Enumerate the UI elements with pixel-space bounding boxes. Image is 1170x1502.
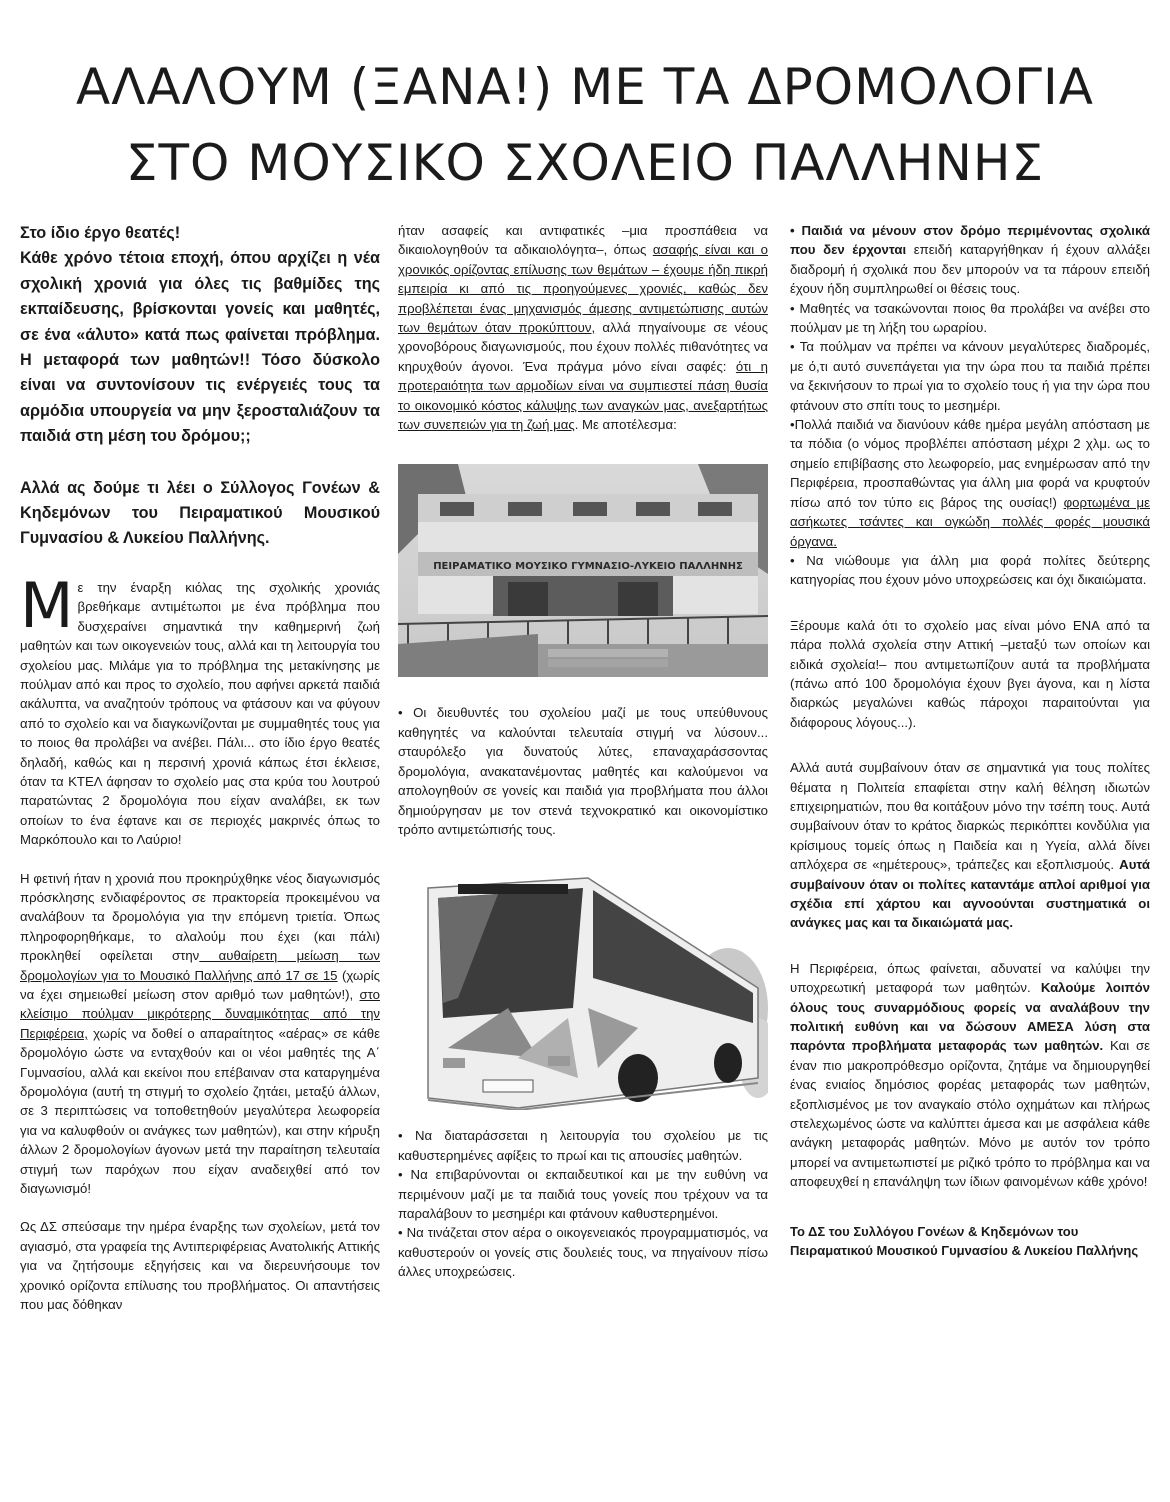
school-building-photo: [398, 464, 768, 677]
city-bus-photo: [398, 858, 768, 1110]
article-paragraph: [790, 959, 1150, 1192]
bullet-item: [790, 221, 1150, 299]
column-1: [20, 221, 380, 1315]
bold-text: Καλούμε λοιπόν όλους τους συναρμόδιους φορείς να αναλάβουν την πολιτική ευθύνη και να δώσουν ΑΜΕΣΑ λύση στα παρόντα προβλήματα μεταφοράς των μαθητών.: [790, 980, 1150, 1054]
article-paragraph: Ξέρουμε καλά ότι το σχολείο μας είναι μόνο ΕΝΑ από τα πάρα πολλά σχολεία στην Αττική –μεταξύ των οποίων και ειδικά σχολεία!– που αντιμετωπίζουν αυτά τα προβλήματα (πάνω από 100 δρομολόγια έχουν βγει άγονα, και η λίστα διαρκώς μεγαλώνει καθώς πάροχοι παραιτούνται για διάφορους λόγους...).: [790, 617, 1150, 730]
drop-cap: Μ: [20, 568, 74, 642]
underlined-text: στο κλείσιμο πούλμαν μικρότερης δυναμικότητας από την Περιφέρεια,: [20, 987, 380, 1041]
headline-line-2: ΣΤΟ ΜΟΥΣΙΚΟ ΣΧΟΛΕΙΟ ΠΑΛΛΗΝΗΣ: [125, 134, 1045, 192]
paragraph-text: χωρίς να δοθεί ο απαραίτητος «αέρας» σε κάθε δρομολόγιο ώστε να ενταχθούν και οι νέοι μαθητές της Α΄ Γυμνασίου, αλλά και εκείνοι που επέβαιναν στα καταργημένα δρομολόγια (αυτή τη στιγμή το σχολείο ζητάει, μεταξύ άλλων, σε 3 περιπτώσεις να τοποθετηθούν μεγαλύτερα λεωφορεία για να καλυφθούν οι ανάγκες των μαθητών), και στην κήρυξη άλλων 2 δρομολογίων άγονων μετά την παραίτηση τελευταία στιγμή των παρόχων που είχαν αναδειχθεί από τον διαγωνισμό!: [20, 1025, 380, 1197]
underlined-text: αυθαίρετη μείωση των δρομολογίων για το Μουσικό Παλλήνης από 17 σε 15: [20, 948, 380, 983]
bold-text: • Παιδιά να μένουν στον δρόμο περιμένοντας σχολικά που δεν έρχονται: [790, 223, 1150, 258]
column-2: [398, 221, 768, 1282]
column-3: [790, 221, 1150, 1260]
paragraph-text: Η Περιφέρεια, όπως φαίνεται, αδυνατεί να καλύψει την υποχρεωτική μεταφορά των μαθητών.: [790, 960, 1150, 996]
paragraph-text: Αλλά αυτά συμβαίνουν όταν σε σημαντικά για τους πολίτες θέματα η Πολιτεία επαφίεται στην καλή θέληση ιδιωτών επιχειρηματιών, που θα κοιτάξουν μόνο την τσέπη τους. Αυτά συμβαίνουν όταν το κράτος διαρκώς περικόπτει κονδύλια για κρίσιμους τομείς όπως η Παιδεία και η Υγεία, αλλά δίνει απλόχερα σε «ημέτερους», τράπεζες και εξοπλισμούς.: [790, 760, 1150, 873]
signature-line-2: Πειραματικού Μουσικού Γυμνασίου & Λυκείου Παλλήνης: [790, 1242, 1139, 1258]
paragraph-text: ε την έναρξη κιόλας της σχολικής χρονιάς βρεθήκαμε αντιμέτωποι με ένα πρόβλημα που δυσχεραίνει σημαντικά την καθημερινή ζωή μαθητών και των οικογενειών τους, αλλά και τη λειτουργία του σχολείου μας. Μιλάμε για το πρόβλημα της μετακίνησης με πούλμαν από και προς το σχολείο, που αφήνει αρκετά παιδιά ακάλυπτα, να αναζητούν τρόπους να φτάσουν και να φύγουν από το σχολείο και να διαγκωνίζονται με συμμαθητές τους για το ποιος θα προλάβει να ανέβει. Πάλι... στο ίδιο έργο θεατές δηλαδή, καθώς και η περσινή χρονιά κάπως έτσι έκλεισε, όταν τα ΚΤΕΛ άφησαν το σχολείο μας στα κρύα του λουτρού παρατώντας 2 δρομολόγια που είχαν αναλάβει, εκ των οποίων το ένα έφτανε και σε περιοχές μακρινές όπως το Μαρκόπουλο και το Λαύριο!: [20, 579, 380, 848]
underlined-text: φορτωμένα με ασήκωτες τσάντες και ογκώδη πολλές φορές μουσικά όργανα.: [790, 494, 1150, 549]
bullet-item: • Να επιβαρύνονται οι εκπαιδευτικοί και με την ευθύνη να περιμένουν μαζί με τα παιδιά τους γονείς που τρέχουν να τα παραλάβουν το μεσημέρι και φτάνουν καθυστερημένοι.: [398, 1167, 768, 1221]
bullet-item: • Τα πούλμαν να πρέπει να κάνουν μεγαλύτερες διαδρομές, με ό,τι αυτό συνεπάγεται για την ώρα που τα παιδιά πρέπει να ξεκινήσουν το πρωί για το σχολείο τους ή για την ώρα που φτάνουν στο σπίτι τους το μεσημέρι.: [790, 339, 1150, 413]
bullet-item: • Να νιώθουμε για άλλη μια φορά πολίτες δεύτερης κατηγορίας που έχουν μόνο υποχρεώσεις και όχι δικαιώματα.: [790, 552, 1150, 588]
headline-line-1: ΑΛΑΛΟΥΜ (ΞΑΝΑ!) ΜΕ ΤΑ ΔΡΟΜΟΛΟΓΙΑ: [76, 58, 1094, 116]
lead-kicker: Στο ίδιο έργο θεατές!: [20, 224, 181, 242]
paragraph-text: •Πολλά παιδιά να διανύουν κάθε ημέρα μεγάλη απόσταση με τα πόδια (ο νόμος προβλέπει απόσταση μέχρι 2 χλμ. ως το σημείο επιβίβασης στο λεωφορείο, μας ενημέρωσαν από την Περιφέρεια, προσπαθώντας για άλλη μια φορά να κρυφτούν πίσω από τον τύπο εις βάρος της ουσίας!): [790, 417, 1150, 510]
paragraph-text: Και σε έναν πιο μακροπρόθεσμο ορίζοντα, ζητάμε να δημιουργηθεί ένας ενιαίος δημόσιος φορέας μεταφοράς των μαθητών, εξοπλισμένος με τον αναγκαίο στόλο οχημάτων και πλήρως στελεχωμένος ώστε να καλύπτει άμεσα και με ασφάλεια κάθε ανάγκη μεταφοράς μαθητών. Μόνο με αυτόν τον τρόπο μπορεί να αντιμετωπιστεί με ριζικό τρόπο το πρόβλημα και να αποφευχθεί η επανάληψη των ίδιων φαινομένων κάθε χρόνο!: [790, 1038, 1150, 1190]
paragraph-text: επειδή καταργήθηκαν ή έχουν αλλάξει διαδρομή ή σχολικά που δεν μπορούν να τα πάρουν επειδή έχουν ήδη συμπληρωθεί οι θέσεις τους.: [790, 242, 1150, 297]
bullet-item: • Οι διευθυντές του σχολείου μαζί με τους υπεύθυνους καθηγητές να καλούνται τελευταία στιγμή να λύσουν... σταυρόλεξο για δυνατούς λύτες, επαναχαράσσοντας δρομολόγια, ανακατανέμοντας μαθητές και καλούμενοι να απολογηθούν σε γονείς και παιδιά για προβλήματα που άλλοι δημιούργησαν με τον στενά τεχνοκρατικό και οικονομίστικο τρόπο αντιμετώπισής τους.: [398, 705, 768, 837]
school-sign-text: ΠΕΙΡΑΜΑΤΙΚΟ ΜΟΥΣΙΚΟ ΓΥΜΝΑΣΙΟ-ΛΥΚΕΙΟ ΠΑΛΛΗΝΗΣ: [433, 561, 743, 573]
paragraph-text: . Με αποτέλεσμα:: [574, 417, 677, 433]
article-paragraph: Ως ΔΣ σπεύσαμε την ημέρα έναρξης των σχολείων, μετά τον αγιασμό, στα γραφεία της Αντιπεριφέρειας Ανατολικής Αττικής για να ζητήσουμε εξηγήσεις και να διερευνήσουμε τον χρονικό ορίζοντα επίλυσης του προβλήματος. Οι απαντήσεις που μας δόθηκαν: [20, 1219, 380, 1313]
bold-text: Αυτά συμβαίνουν όταν οι πολίτες καταντάμε απλοί αριθμοί για σχέδια επί χάρτου και αγνοούνται συστηματικά οι ανάγκες μας και τα δικαιώματά μας.: [790, 857, 1150, 931]
article-paragraph: [398, 221, 768, 434]
bullet-item: • Μαθητές να τσακώνονται ποιος θα προλάβει να ανέβει στο πούλμαν με τη λήξη του ωραρίου.: [790, 300, 1150, 336]
article-paragraph: [20, 568, 380, 850]
article-paragraph: [20, 869, 380, 1199]
paragraph-text: ήταν ασαφείς και αντιφατικές –μια προσπάθεια να δικαιολογηθούν τα αδικαιολόγητα–, όπως: [398, 223, 768, 258]
paragraph-text: αλλά πηγαίνουμε σε νέους χρονοβόρους διαγωνισμούς, που έχουν πολλές πιθανότητες να κηρυχθούν άγονοι. Ένα πράγμα μόνο είναι σαφές:: [398, 320, 768, 374]
article-paragraph: [790, 758, 1150, 933]
bullet-item: • Να τινάζεται στον αέρα ο οικογενειακός προγραμματισμός, να καθυστερούν οι γονείς στις δουλειές τους, να πηγαίνουν πίσω άλλες υποχρεώσεις.: [398, 1225, 768, 1280]
lead-association: Αλλά ας δούμε τι λέει ο Σύλλογος Γονέων & Κηδεμόνων του Πειραματικού Μουσικού Γυμνασίου & Λυκείου Παλλήνης.: [20, 478, 380, 548]
school-building-image: [398, 464, 768, 677]
underlined-text: ασαφής είναι και ο χρονικός ορίζοντας επίλυσης των θεμάτων – έχουμε ήδη πικρή εμπειρία κι από τις προηγούμενες χρονιές, καθώς δεν προβλέπεται ένας μηχανισμός άμεσης αντιμετώπισης αυτών των θεμάτων όταν προκύπτουν,: [398, 242, 768, 336]
bullet-item: [790, 415, 1150, 551]
paragraph-text: Η φετινή ήταν η χρονιά που προκηρύχθηκε νέος διαγωνισμός πρόσκλησης ενδιαφέροντος σε πρακτορεία προκειμένου να αναλάβουν τα δρομολόγια για την επόμενη τριετία. Όπως πληροφορηθήκαμε, το αλαλούμ που έχει (και πάλι) προκληθεί οφείλεται στην: [20, 870, 380, 964]
signature-line-1: Το ΔΣ του Συλλόγου Γονέων & Κηδεμόνων του: [790, 1223, 1079, 1239]
bullet-item: • Να διαταράσσεται η λειτουργία του σχολείου με τις καθυστερημένες αφίξεις το πρωί και τις απουσίες μαθητών.: [398, 1128, 768, 1163]
underlined-text: ότι η προτεραιότητα των αρμοδίων είναι να συμπιεστεί πάση θυσία το οικονομικό κόστος κάλυψης των αναγκών μας, ανεξαρτήτως των συνεπειών για τη ζωή μας: [398, 358, 768, 433]
city-bus-image: [398, 858, 768, 1110]
lead-intro: Κάθε χρόνο τέτοια εποχή, όπου αρχίζει η νέα σχολική χρονιά για όλες τις βαθμίδες της εκπαίδευσης, βρίσκονται γονείς και μαθητές, σε ένα «άλυτο» κατά πως φαίνεται πρόβλημα. Η μεταφορά των μαθητών!! Τόσο δύσκολο είναι να συντονίσουν τις ενέργειές τους τα αρμόδια υπουργεία να μην ξεροσταλιάζουν τα παιδιά στη μέση του δρόμου;;: [20, 249, 380, 446]
paragraph-text: (χωρίς να έχει σημειωθεί μείωση στον αριθμό των μαθητών!),: [20, 967, 380, 1002]
